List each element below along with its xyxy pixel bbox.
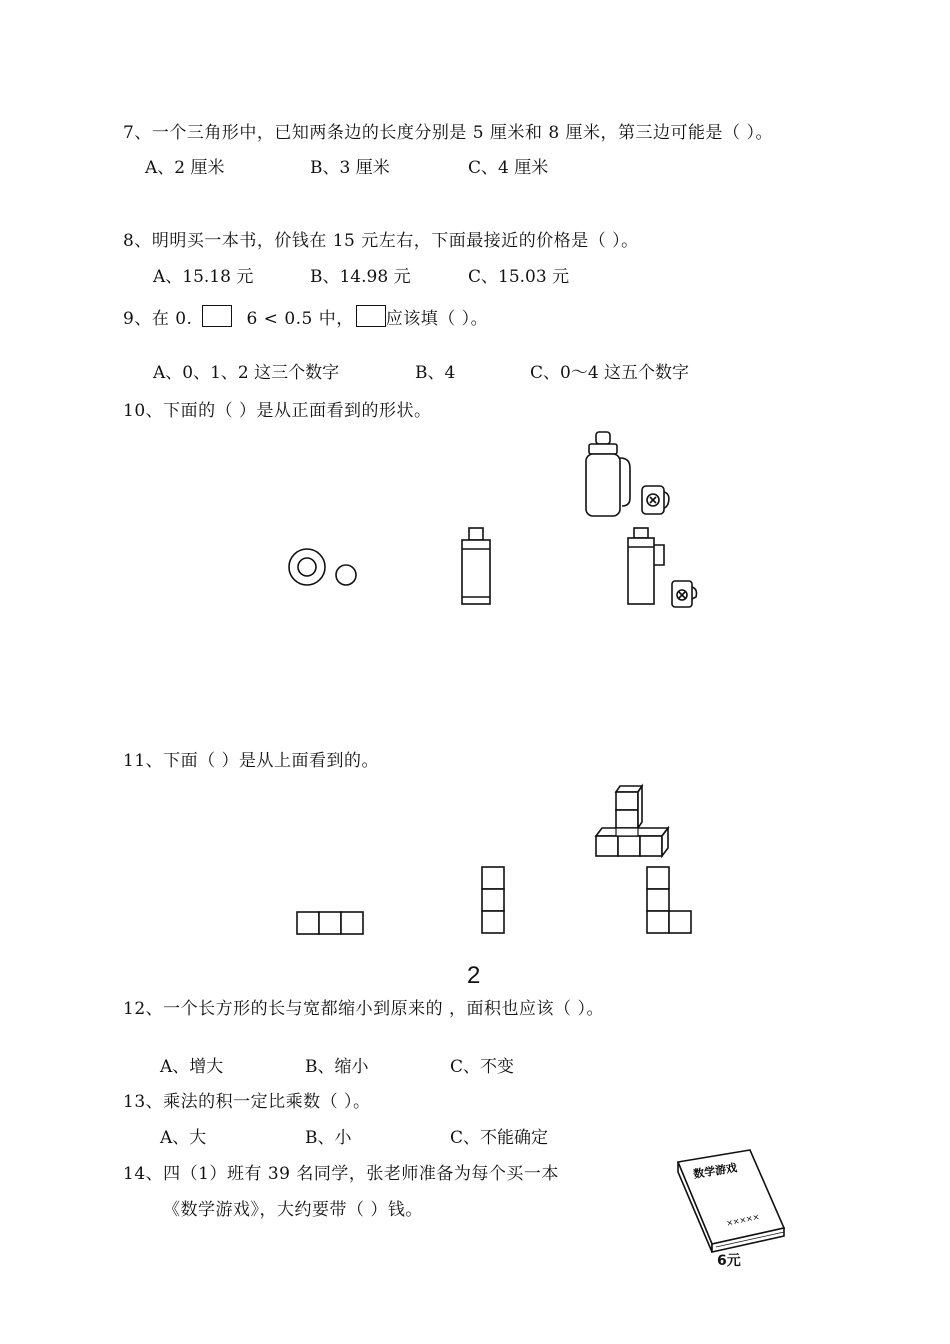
q14-stem-line-2: 《数学游戏》，大约要带（ ）钱。	[163, 1200, 423, 1220]
q8-option-a: A、15.18 元	[153, 267, 254, 287]
q9-blank-box	[202, 305, 232, 327]
q7-option-c: C、4 厘米	[468, 158, 549, 178]
q10-stem: 10、下面的（ ）是从正面看到的形状。	[123, 401, 432, 421]
q8-option-b: B、14.98 元	[310, 267, 411, 287]
q9-blank-box-ref	[356, 305, 386, 327]
q9-stem-part-b: 6 < 0.5 中，	[246, 309, 354, 329]
book-cover-title: 数学游戏	[692, 1161, 738, 1181]
q8-stem: 8、明明买一本书，价钱在 15 元左右，下面最接近的价格是（ ）。	[123, 231, 639, 251]
q12-option-a: A、增大	[160, 1057, 224, 1077]
q9-stem-part-a: 9、在 0.	[123, 309, 193, 329]
q7-option-b: B、3 厘米	[310, 158, 390, 178]
q13-stem: 13、乘法的积一定比乘数（ ）。	[123, 1092, 371, 1112]
q13-option-a: A、大	[160, 1128, 207, 1148]
cube-stack-reference-figure	[592, 778, 674, 860]
q9-stem	[123, 304, 488, 329]
q7-option-a: A、2 厘米	[145, 158, 225, 178]
book-price-label: 6元	[717, 1253, 741, 1269]
q7-stem: 7、一个三角形中，已知两条边的长度分别是 5 厘米和 8 厘米，第三边可能是（ ）。	[123, 123, 773, 143]
book-cover-mark: ×××××	[725, 1212, 761, 1228]
q10-option-circles-figure	[285, 545, 360, 590]
q10-option-thermos-cup-figure	[622, 525, 702, 615]
q11-stem: 11、下面（ ）是从上面看到的。	[123, 751, 380, 771]
q13-option-c: C、不能确定	[450, 1128, 549, 1148]
q13-option-b: B、小	[305, 1128, 352, 1148]
q11-option-vertical-squares-figure	[480, 865, 508, 937]
q11-option-l-shape-figure	[645, 865, 697, 937]
q10-option-bottle-figure	[455, 525, 500, 610]
thermos-cup-reference-figure	[580, 428, 675, 523]
page-number: 2	[467, 962, 481, 989]
q12-option-b: B、缩小	[305, 1057, 369, 1077]
q12-stem: 12、一个长方形的长与宽都缩小到原来的 ，面积也应该（ ）。	[123, 999, 604, 1019]
q8-option-c: C、15.03 元	[468, 267, 570, 287]
math-game-book-figure	[672, 1148, 792, 1248]
q14-stem-line-1: 14、四（1）班有 39 名同学，张老师准备为每个买一本	[123, 1164, 559, 1184]
q9-option-a: A、0、1、2 这三个数字	[153, 363, 340, 383]
q9-option-c: C、0～4 这五个数字	[530, 363, 690, 383]
q12-option-c: C、不变	[450, 1057, 515, 1077]
q9-option-b: B、4	[415, 363, 456, 383]
q9-stem-part-c: 应该填（ ）。	[385, 309, 489, 329]
q11-option-horizontal-squares-figure	[295, 910, 367, 938]
